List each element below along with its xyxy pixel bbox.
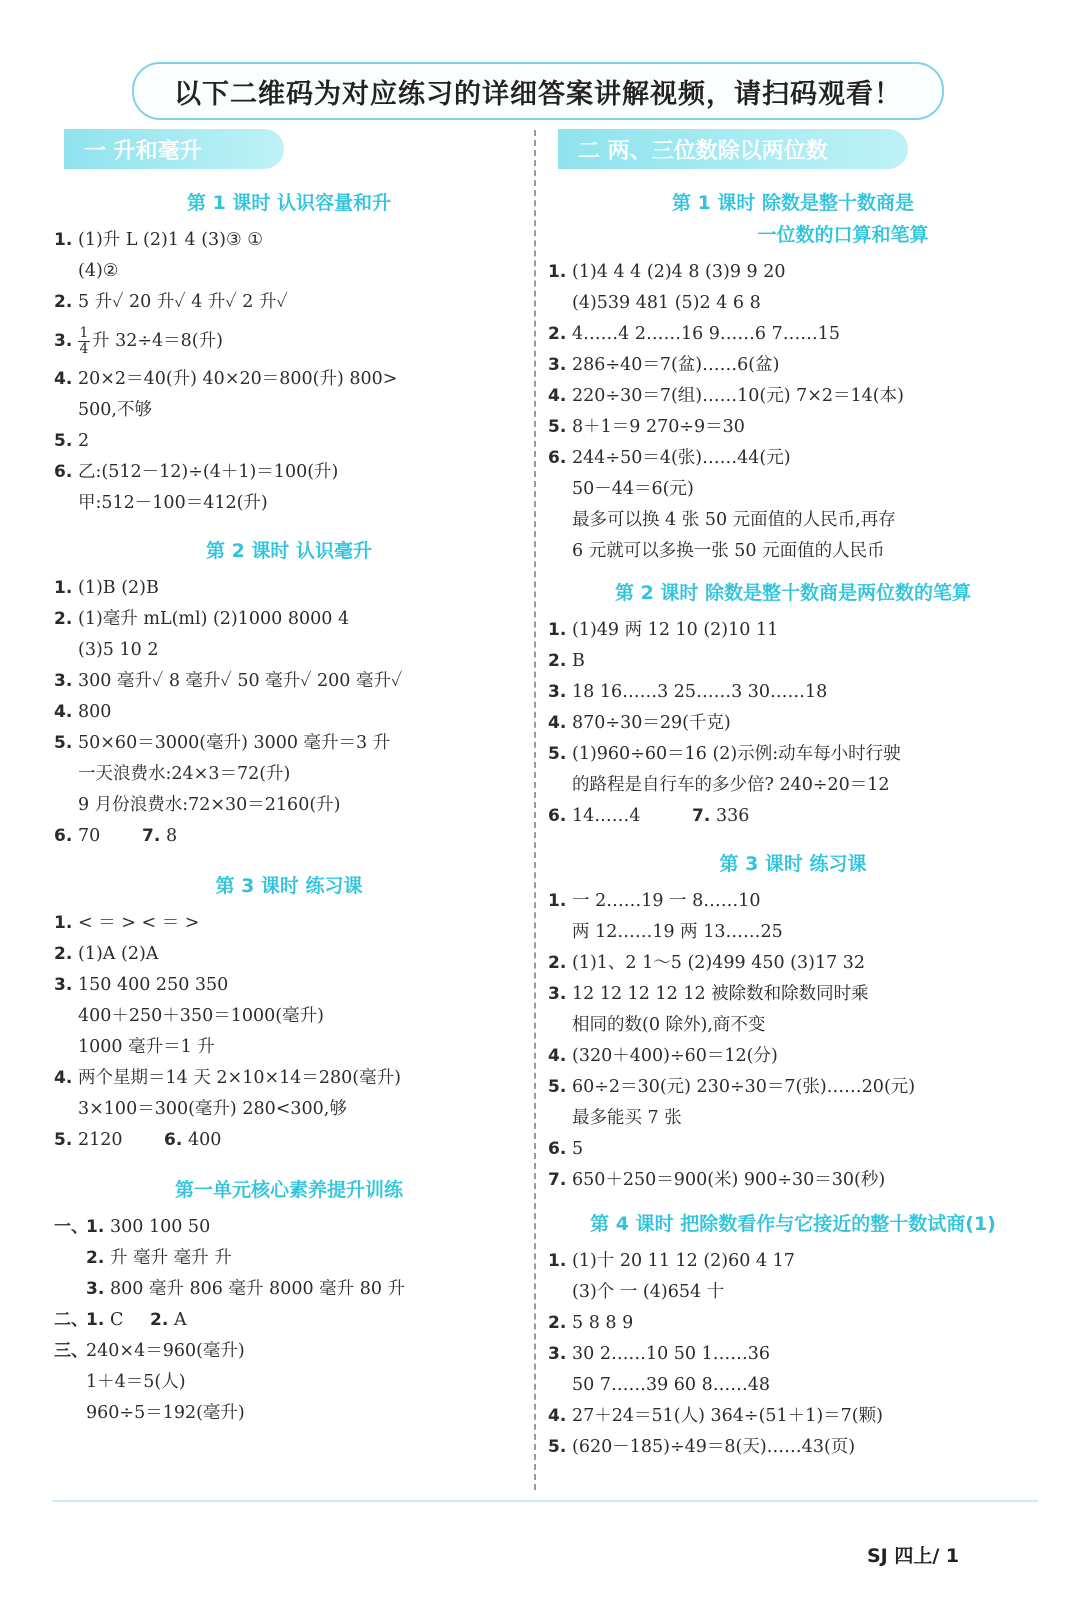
question: 三、 240×4＝960(毫升) 1＋4＝5(人) 960÷5＝192(毫升) [54,1341,245,1423]
lesson-title: 第 2 课时 认识毫升 [205,540,373,562]
question: 1. (1)4 4 4 (2)4 8 (3)9 9 20 (4)539 481 (5)2 4 6 8 [548,262,786,313]
unit-heading-1: 一 升和毫升 [64,129,284,169]
question: 1. (1)升 L (2)1 4 (3)③ ① (4)② [54,230,263,281]
lesson-title: 第 2 课时 除数是整十数商是两位数的笔算 [614,582,972,604]
bottom-rule [52,1500,1038,1502]
question: 4. (320＋400)÷60＝12(分) [548,1046,778,1066]
page-footer: SJ 四上/ 1 [867,1545,960,1567]
question: 3. 12 12 12 12 12 被除数和除数同时乘 相同的数(0 除外),商不变 [548,984,869,1035]
lesson-title: 第 3 课时 练习课 [215,875,363,897]
question: 5. 8＋1＝9 270÷9＝30 [548,417,745,437]
answer-video-banner [132,62,944,120]
question: 2. 5 8 8 9 [548,1313,634,1333]
question: 3. 18 16……3 25……3 30……18 [548,682,828,702]
lesson-title: 第 4 课时 把除数看作与它接近的整十数试商(1) [590,1213,996,1235]
question: 3. 800 毫升 806 毫升 8000 毫升 80 升 [86,1279,406,1299]
right-column [548,125,1038,1463]
question: 5. (620－185)÷49＝8(天)……43(页) [548,1437,856,1457]
lesson-title: 第 1 课时 认识容量和升 [186,192,392,214]
question: 6. 14……4 7. 336 [548,806,750,826]
banner-text: 以下二维码为对应练习的详细答案讲解视频，请扫码观看！ [174,78,902,110]
left-column [54,125,524,1429]
question: 4. 20×2＝40(升) 40×20＝800(升) 800> 500,不够 [54,369,398,420]
question: 6. 70 7. 8 [54,826,178,846]
question: 2. 5 升✓ 20 升✓ 4 升✓ 2 升✓ [54,292,288,312]
question: 4. 27＋24＝51(人) 364÷(51＋1)＝7(颗) [548,1406,883,1426]
question: 4. 870÷30＝29(千克) [548,713,731,733]
question: 5. 60÷2＝30(元) 230÷30＝7(张)……20(元) 最多能买 7 张 [548,1077,916,1128]
question: 3. 150 400 250 350 400＋250＋350＝1000(毫升) 1000 毫升＝1 升 [54,975,324,1057]
question: 1. (1)49 两 12 10 (2)10 11 [548,620,779,640]
question: 1. < ＝ > < ＝ > [54,913,200,933]
fraction: $\frac{1}{4}$ [79,325,89,357]
question: 4. 两个星期＝14 天 2×10×14＝280(毫升) 3×100＝300(毫升) 280<300,够 [54,1068,401,1119]
question: 3. 286÷40＝7(盆)……6(盆) [548,355,780,375]
question: 7. 650＋250＝900(米) 900÷30＝30(秒) [548,1170,886,1190]
question: 2. 升 毫升 毫升 升 [86,1248,232,1268]
question: 6. 244÷50＝4(张)……44(元) 50－44＝6(元) 最多可以换 4 张 50 元面值的人民币,再存 6 元就可以多换一张 50 元面值的人民币 [548,448,896,561]
question: 2. (1)A (2)A [54,944,159,964]
question: 3. $\frac{1}{4}$ 升 32÷4＝8(升) [54,325,223,357]
question: 二、 1. C 2. A [54,1310,187,1330]
lesson-title: 第 1 课时 除数是整十数商是 一位数的口算和笔算 [671,192,929,246]
question: 一、 1. 300 100 50 [54,1217,211,1237]
lesson-title: 第一单元核心素养提升训练 [174,1179,403,1201]
question: 6. 5 [548,1139,584,1159]
question: 5. (1)960÷60＝16 (2)示例:动车每小时行驶 的路程是自行车的多少倍? 240÷20＝12 [548,744,901,795]
question: 1. (1)B (2)B [54,578,159,598]
question: 1. 一 2……19 一 8……10 两 12……19 两 13……25 [548,891,783,942]
lesson-title: 第 3 课时 练习课 [719,853,867,875]
question: 3. 30 2……10 50 1……36 50 7……39 60 8……48 [548,1344,771,1395]
question: 5. 2120 6. 400 [54,1130,222,1150]
question: 5. 2 [54,431,90,451]
question: 4. 220÷30＝7(组)……10(元) 7×2＝14(本) [548,386,904,406]
question: 2. B [548,651,585,671]
question: 3. 300 毫升✓ 8 毫升✓ 50 毫升✓ 200 毫升✓ [54,671,403,691]
question: 6. 乙:(512－12)÷(4＋1)＝100(升) 甲:512－100＝412(升) [54,462,339,513]
question: 2. (1)1、2 1～5 (2)499 450 (3)17 32 [548,953,866,973]
unit-heading-2: 二 两、三位数除以两位数 [558,129,908,169]
question: 4. 800 [54,702,112,722]
question: 1. (1)十 20 11 12 (2)60 4 17 (3)个 一 (4)654 十 [548,1251,795,1302]
question: 2. 4……4 2……16 9……6 7……15 [548,324,841,344]
question: 2. (1)毫升 mL(ml) (2)1000 8000 4 (3)5 10 2 [54,609,350,660]
question: 5. 50×60＝3000(毫升) 3000 毫升＝3 升 一天浪费水:24×3＝72(升) 9 月份浪费水:72×30＝2160(升) [54,733,391,815]
column-divider [534,130,536,1490]
